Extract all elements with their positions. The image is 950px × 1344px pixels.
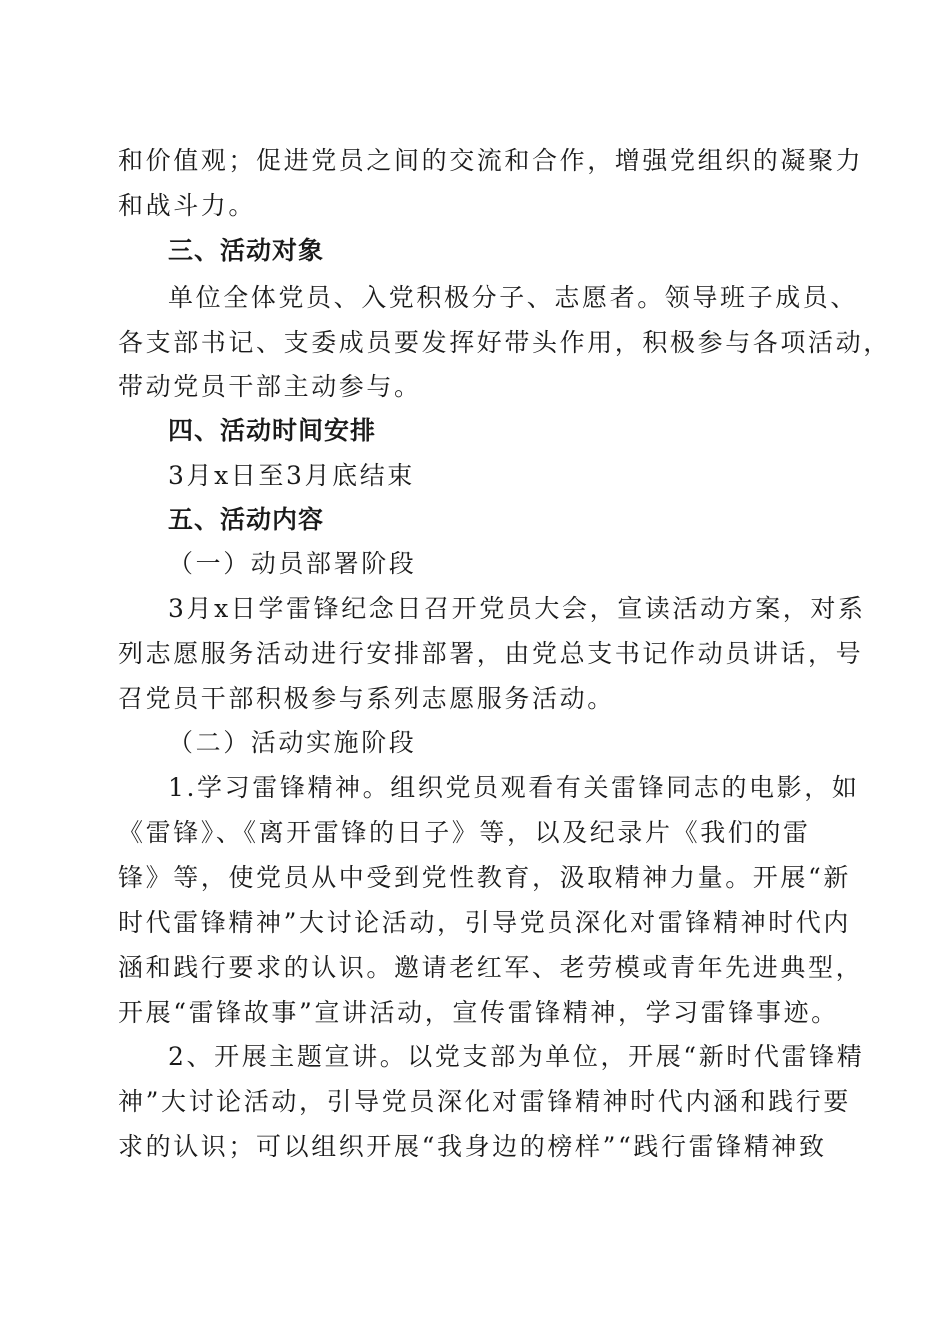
paragraph-line: 涵和践行要求的认识。邀请老红军、老劳模或青年先进典型， [118,953,864,982]
paragraph-line: 带动党员干部主动参与。 [118,372,422,401]
subsection-heading-mobilization: （一）动员部署阶段 [168,549,417,578]
paragraph-line: 《雷锋》、《离开雷锋的日子》等，以及纪录片《我们的雷 [118,818,811,847]
paragraph-line: 各支部书记、支委成员要发挥好带头作用，积极参与各项活动， [118,328,891,357]
paragraph-line: 3月x日学雷锋纪念日召开党员大会，宣读活动方案，对系 [168,594,866,623]
paragraph-line: 2、开展主题宣讲。以党支部为单位，开展“新时代雷锋精 [168,1042,865,1071]
paragraph-line: 和价值观；促进党员之间的交流和合作，增强党组织的凝聚力 [118,146,864,175]
subsection-heading-implementation: （二）活动实施阶段 [168,728,417,757]
section-heading-schedule: 四、活动时间安排 [168,416,377,445]
paragraph-line: 1.学习雷锋精神。组织党员观看有关雷锋同志的电影，如 [168,773,860,802]
paragraph-line: 召党员干部积极参与系列志愿服务活动。 [118,684,615,713]
paragraph-line: 单位全体党员、入党积极分子、志愿者。领导班子成员、 [168,283,859,312]
paragraph-line: 列志愿服务活动进行安排部署，由党总支书记作动员讲话，号 [118,639,864,668]
paragraph-line: 神”大讨论活动，引导党员深化对雷锋精神时代内涵和践行要 [118,1087,851,1116]
paragraph-line: 和战斗力。 [118,191,257,220]
paragraph-line: 时代雷锋精神”大讨论活动，引导党员深化对雷锋精神时代内 [118,908,851,937]
paragraph-line: 锋》等，使党员从中受到党性教育，汲取精神力量。开展“新 [118,863,851,892]
paragraph-line: 求的认识；可以组织开展“我身边的榜样”“践行雷锋精神致 [118,1132,827,1161]
section-heading-content: 五、活动内容 [168,505,325,534]
section-heading-objects: 三、活动对象 [168,236,325,265]
paragraph-line: 3月x日至3月底结束 [168,461,415,490]
paragraph-line: 开展“雷锋故事”宣讲活动，宣传雷锋精神，学习雷锋事迹。 [118,998,839,1027]
